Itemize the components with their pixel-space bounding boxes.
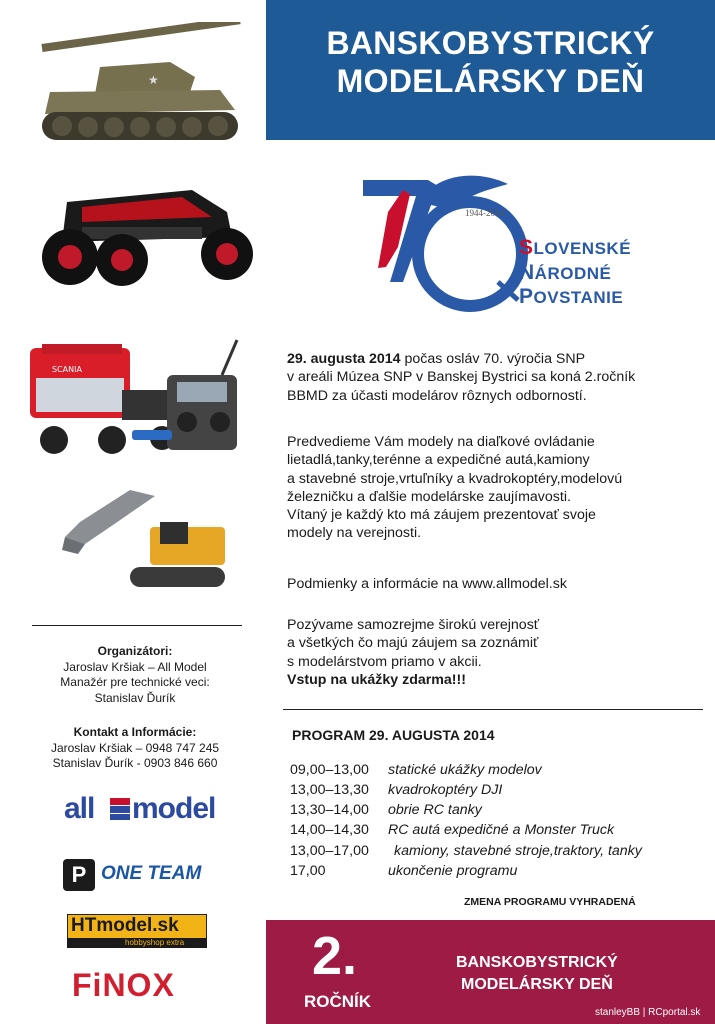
finox-logo bbox=[72, 967, 212, 1007]
event-date: 29. augusta 2014 bbox=[287, 351, 401, 367]
edition-number: 2. bbox=[312, 926, 358, 986]
program-desc: obrie RC tanky bbox=[388, 802, 482, 818]
logo-slovenske-initial: S bbox=[519, 236, 534, 259]
oneteam-icon: P bbox=[63, 859, 95, 891]
htmodel-text: HTmodel.sk bbox=[71, 915, 179, 936]
divider bbox=[32, 625, 242, 626]
description-paragraph bbox=[287, 433, 622, 543]
logo-povstanie-rest: OVSTANIE bbox=[533, 288, 624, 307]
program-row bbox=[290, 801, 482, 819]
program-row bbox=[290, 761, 542, 779]
tank-image bbox=[30, 22, 245, 152]
logo-povstanie-initial: P bbox=[519, 285, 534, 308]
header-title-line2: MODELÁRSKY DEŇ bbox=[336, 63, 645, 99]
organizers-line: Jaroslav Kršiak – All Model bbox=[63, 659, 207, 674]
allmodel-logo-part2: model bbox=[132, 792, 216, 825]
program-row bbox=[290, 821, 614, 839]
program-row bbox=[290, 842, 642, 860]
conditions-text: Podmienky a informácie na www.allmodel.sk bbox=[287, 576, 567, 592]
organizers-line: Manažér pre technické veci: bbox=[60, 675, 210, 689]
description-line: železničku a ďalšie modelárske zaujímavosti. bbox=[287, 488, 571, 505]
intro-line3: BBMD za účasti modelárov rôznych odborností. bbox=[287, 387, 587, 404]
description-line: Vítaný je každý kto má záujem prezentovať svoje bbox=[287, 507, 596, 524]
organizers-line: Stanislav Ďurík bbox=[94, 690, 176, 705]
invite-line: s modelárstvom priamo v akcii. bbox=[287, 653, 482, 670]
header-title bbox=[266, 24, 715, 100]
program-desc: kvadrokoptéry DJI bbox=[388, 782, 503, 798]
divider bbox=[283, 709, 703, 710]
invite-line: a všetkých čo majú záujem sa zoznámiť bbox=[287, 635, 539, 652]
program-desc: kamiony, stavebné stroje,traktory, tanky bbox=[394, 843, 642, 859]
description-line: Predvedieme Vám modely na diaľkové ovládanie bbox=[287, 434, 595, 450]
program-time: 13,00–17,00 bbox=[290, 843, 369, 859]
truck-and-transmitter-image bbox=[22, 330, 254, 465]
svg-text:SCANIA: SCANIA bbox=[52, 365, 82, 374]
svg-text:★: ★ bbox=[148, 73, 159, 87]
photo-credit: stanleyBB | RCportal.sk bbox=[595, 1007, 701, 1018]
allmodel-logo bbox=[64, 792, 214, 826]
htmodel-logo bbox=[67, 914, 205, 948]
invite-paragraph bbox=[287, 616, 539, 689]
program-time: 09,00–13,00 bbox=[290, 762, 369, 778]
logo-slovenske bbox=[519, 236, 631, 260]
logo-narodne bbox=[519, 261, 611, 285]
allmodel-logo-part1: all bbox=[64, 792, 95, 825]
logo-narodne-rest: ÁRODNÉ bbox=[534, 264, 612, 283]
intro-line2: v areáli Múzea SNP v Banskej Bystrici sa koná 2.ročník bbox=[287, 369, 636, 386]
program-notice: ZMENA PROGRAMU VYHRADENÁ bbox=[464, 896, 636, 908]
organizers-heading: Organizátori: bbox=[97, 644, 173, 658]
contact-block bbox=[30, 725, 240, 772]
logo-slovenske-rest: LOVENSKÉ bbox=[533, 239, 632, 258]
program-row bbox=[290, 862, 517, 880]
logo-years: 1944-2014 bbox=[465, 208, 504, 218]
contact-line: Stanislav Ďurík - 0903 846 660 bbox=[52, 756, 218, 770]
oneteam-text: ONE TEAM bbox=[101, 863, 202, 884]
description-line: modely na verejnosti. bbox=[287, 525, 422, 542]
footer-title bbox=[456, 952, 618, 996]
program-desc: statické ukážky modelov bbox=[388, 762, 542, 778]
htmodel-subtext: hobbyshop extra bbox=[125, 938, 185, 947]
footer-title-line2: MODELÁRSKY DEŇ bbox=[461, 976, 613, 993]
finox-text: FiNOX bbox=[72, 967, 175, 1003]
header-title-line1: BANSKOBYSTRICKÝ bbox=[326, 25, 655, 61]
logo-povstanie bbox=[519, 285, 623, 309]
program-row bbox=[290, 781, 502, 799]
program-time: 13,00–13,30 bbox=[290, 782, 369, 798]
program-time: 17,00 bbox=[290, 863, 326, 879]
program-time: 13,30–14,00 bbox=[290, 802, 369, 818]
oneteam-logo bbox=[63, 859, 213, 891]
description-line: lietadlá,tanky,terénne a expedičné autá,kamiony bbox=[287, 452, 590, 469]
description-line: a stavebné stroje,vrtuľníky a kvadrokoptéry,modelovú bbox=[287, 470, 623, 487]
free-entry-text: Vstup na ukážky zdarma!!! bbox=[287, 671, 466, 688]
excavator-image bbox=[60, 482, 230, 592]
footer-title-line1: BANSKOBYSTRICKÝ bbox=[456, 954, 618, 971]
program-time: 14,00–14,30 bbox=[290, 822, 369, 838]
intro-paragraph bbox=[287, 350, 635, 405]
monster-truck-image bbox=[22, 182, 257, 292]
program-desc: ukončenie programu bbox=[388, 863, 518, 879]
header-banner bbox=[266, 0, 715, 140]
program-title: PROGRAM 29. AUGUSTA 2014 bbox=[292, 727, 495, 743]
intro-line1: počas osláv 70. výročia SNP bbox=[400, 351, 586, 367]
contact-line: Jaroslav Kršiak – 0948 747 245 bbox=[50, 740, 220, 755]
invite-line: Pozývame samozrejme širokú verejnosť bbox=[287, 617, 540, 633]
contact-heading: Kontakt a Informácie: bbox=[73, 725, 197, 739]
organizers-block bbox=[30, 644, 240, 706]
program-desc: RC autá expedičné a Monster Truck bbox=[388, 822, 615, 838]
edition-label: ROČNÍK bbox=[304, 992, 372, 1011]
logo-narodne-initial: N bbox=[519, 261, 535, 284]
